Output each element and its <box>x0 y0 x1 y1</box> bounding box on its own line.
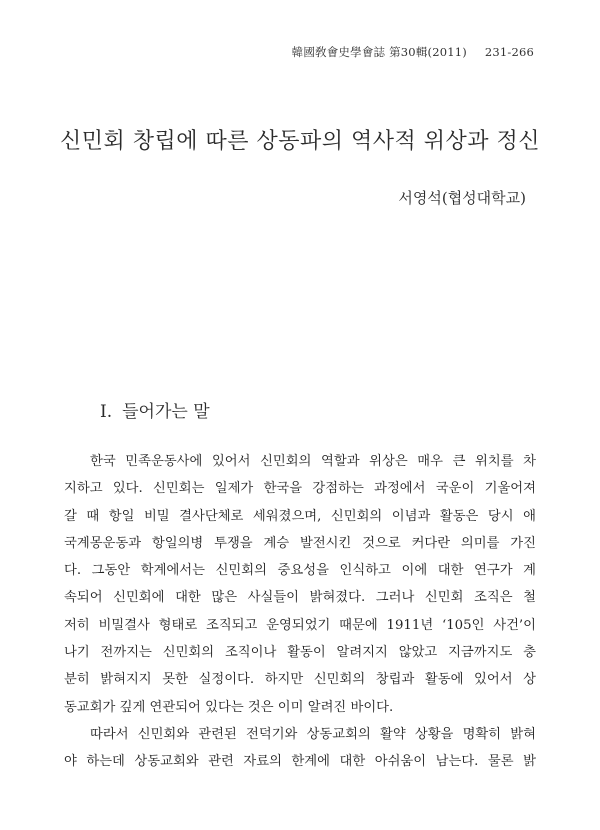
text-line: 따라서 신민회와 관련된 전덕기와 상동교회의 활약 상황을 명확히 밝혀 <box>90 726 536 742</box>
text-line: 다. 그동안 학계에서는 신민회의 중요성을 인식하고 이에 대한 연구가 계 <box>64 563 536 579</box>
paper-title: 신민회 창립에 따른 상동파의 역사적 위상과 정신 <box>59 129 540 154</box>
text-line: 국계몽운동과 항일의병 투쟁을 계승 발전시킨 것으로 커다란 의미를 가진 <box>64 535 536 551</box>
paragraph <box>64 448 536 721</box>
text-line: 저히 비밀결사 형태로 조직되고 운영되었기 때문에 1911년 ‘105인 사건’이 <box>64 617 536 633</box>
page-range: 231-266 <box>484 45 534 59</box>
text-line: 나기 전까지는 신민회의 조직이나 활동이 알려지지 않았고 지금까지도 충 <box>64 645 536 661</box>
section-heading <box>100 397 210 422</box>
text-line: 분히 밝혀지지 못한 실정이다. 하지만 신민회의 창립과 활동에 있어서 상 <box>64 672 536 688</box>
section-title: 들어가는 말 <box>122 402 210 422</box>
text-line: 동교회가 깊게 연관되어 있다는 것은 이미 알려진 바이다. <box>64 699 394 715</box>
journal-name: 韓國敎會史學會誌 第30輯(2011) <box>291 45 467 59</box>
text-line: 지하고 있다. 신민회는 일제가 한국을 강점하는 과정에서 국운이 기울어져 <box>64 481 536 497</box>
text-line: 갈 때 항일 비밀 결사단체로 세워졌으며, 신민회의 이념과 활동은 당시 애 <box>64 508 536 524</box>
body-text <box>64 448 536 776</box>
section-numeral: Ⅰ. <box>100 402 113 422</box>
text-line: 한국 민족운동사에 있어서 신민회의 역할과 위상은 매우 큰 위치를 차 <box>90 454 536 469</box>
running-header <box>292 44 534 60</box>
paragraph <box>64 721 536 776</box>
text-line: 야 하는데 상동교회와 관련 자료의 한계에 대한 아쉬움이 남는다. 물론 밝 <box>64 754 536 770</box>
author-affiliation: 서영석(협성대학교) <box>398 189 526 207</box>
text-line: 속되어 신민회에 대한 많은 사실들이 밝혀졌다. 그러나 신민회 조직은 철 <box>64 590 536 606</box>
